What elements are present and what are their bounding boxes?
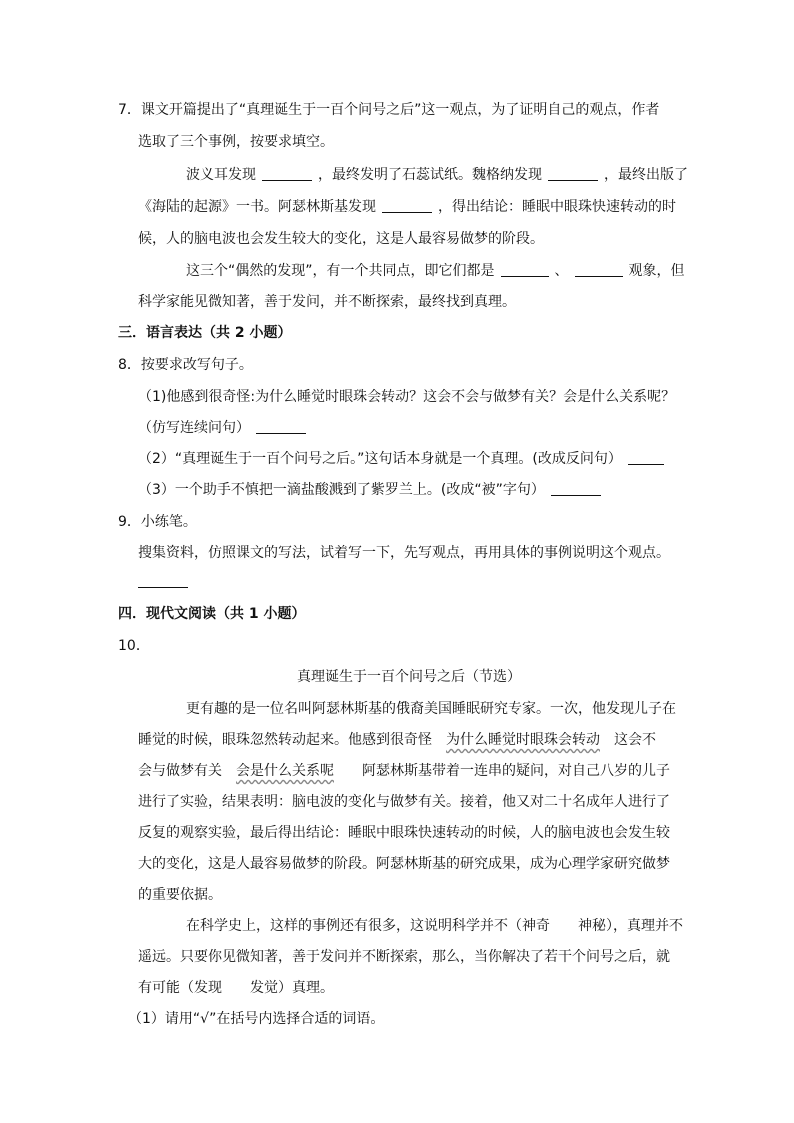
- q7-prompt: 课文开篇提出了“真理诞生于一百个问号之后”这一观点，为了证明自己的观点，作者: [140, 102, 660, 118]
- passage-line-7: 的重要依据。: [138, 887, 222, 903]
- q8-item-1-hint: （仿写连续问句）: [138, 418, 312, 438]
- q9-title: 小练笔。: [140, 514, 197, 530]
- q7-passage-line-2: 《海陆的起源》一书。阿瑟林斯基发现 ，得出结论：睡眠中眼珠快速转动的时: [138, 199, 676, 215]
- passage-line-6: 大的变化，这是人最容易做梦的阶段。阿瑟林斯基的研究成果，成为心理学家研究做梦: [138, 856, 670, 872]
- answer-blank[interactable]: [501, 262, 549, 277]
- q9-number: 9．: [118, 514, 141, 530]
- passage-line-9: 遥远。只要你见微知著，善于发问并不断探索，那么，当你解决了若干个问号之后，就: [138, 949, 670, 965]
- q8-number: 8．: [118, 357, 141, 373]
- answer-blank[interactable]: [548, 166, 598, 181]
- q7-line-1: [118, 100, 659, 120]
- q9-answer-line: [138, 572, 194, 592]
- answer-blank[interactable]: [628, 450, 664, 465]
- q8-item-3: （3）一个助手不慎把一滴盐酸溅到了紫罗兰上。(改成“被”字句）: [138, 480, 607, 500]
- q10-subquestion-1: （1）请用“√”在括号内选择合适的词语。: [128, 1011, 385, 1027]
- passage-line-1: 更有趣的是一位名叫阿瑟林斯基的俄裔美国睡眠研究专家。一次，他发现儿子在: [186, 701, 676, 717]
- wavy-underlined-text: 为什么睡觉时眼珠会转动: [446, 732, 600, 748]
- passage-line-10: 有可能（发现 发觉）真理。: [138, 980, 334, 996]
- q7-passage-line-3: 候，人的脑电波也会发生较大的变化，这是人最容易做梦的阶段。: [138, 231, 544, 247]
- q7-number: 7．: [118, 102, 141, 118]
- passage-line-3: 会与做梦有关 会是什么关系呢 阿瑟林斯基带着一连串的疑问，对自己八岁的儿子: [138, 763, 670, 779]
- q9-prompt: 搜集资料，仿照课文的写法，试着写一下，先写观点，再用具体的事例说明这个观点。: [138, 545, 670, 561]
- passage-line-8: 在科学史上，这样的事例还有很多，这说明科学并不（神奇 神秘），真理并不: [186, 918, 683, 934]
- q8-item-2: （2）“真理诞生于一百个问号之后。”这句话本身就是一个真理。(改成反问句）: [138, 449, 670, 469]
- passage-title: 真理诞生于一百个问号之后（节选）: [297, 669, 521, 685]
- passage-line-4: 进行了实验，结果表明：脑电波的变化与做梦有关。接着，他又对二十名成年人进行了: [138, 794, 670, 810]
- q8-title: 按要求改写句子。: [140, 357, 253, 373]
- q8-item-1: （1)他感到很奇怪:为什么睡觉时眼珠会转动？这会不会与做梦有关？会是什么关系呢？: [138, 389, 676, 405]
- q10-number: 10．: [118, 638, 150, 654]
- answer-blank[interactable]: [256, 419, 306, 434]
- answer-blank[interactable]: [575, 262, 623, 277]
- passage-line-2: 睡觉的时候，眼珠忽然转动起来。他感到很奇怪 为什么睡觉时眼珠会转动 这会不: [138, 732, 656, 748]
- answer-blank[interactable]: [551, 481, 601, 496]
- answer-blank[interactable]: [138, 573, 188, 588]
- section-4-heading: 四．现代文阅读（共 1 小题）: [118, 606, 306, 622]
- answer-blank[interactable]: [262, 166, 312, 181]
- q9-line-1: [118, 512, 197, 532]
- answer-blank[interactable]: [382, 198, 432, 213]
- wavy-underlined-text: 会是什么关系呢: [236, 763, 334, 779]
- q7-passage-line-5: 科学家能见微知著，善于发问，并不断探索，最终找到真理。: [138, 294, 516, 310]
- q7-line-2: 选取了三个事例，按要求填空。: [138, 134, 334, 150]
- passage-line-5: 反复的观察实验，最后得出结论：睡眠中眼珠快速转动的时候，人的脑电波也会发生较: [138, 825, 670, 841]
- q7-passage-line-1: 波义耳发现 ，最终发明了石蕊试纸。魏格纳发现 ，最终出版了: [186, 167, 688, 183]
- section-3-heading: 三．语言表达（共 2 小题）: [118, 325, 292, 341]
- q8-line-1: [118, 355, 253, 375]
- q7-passage-line-4: 这三个“偶然的发现”，有一个共同点，即它们都是 、 观象，但: [186, 263, 685, 279]
